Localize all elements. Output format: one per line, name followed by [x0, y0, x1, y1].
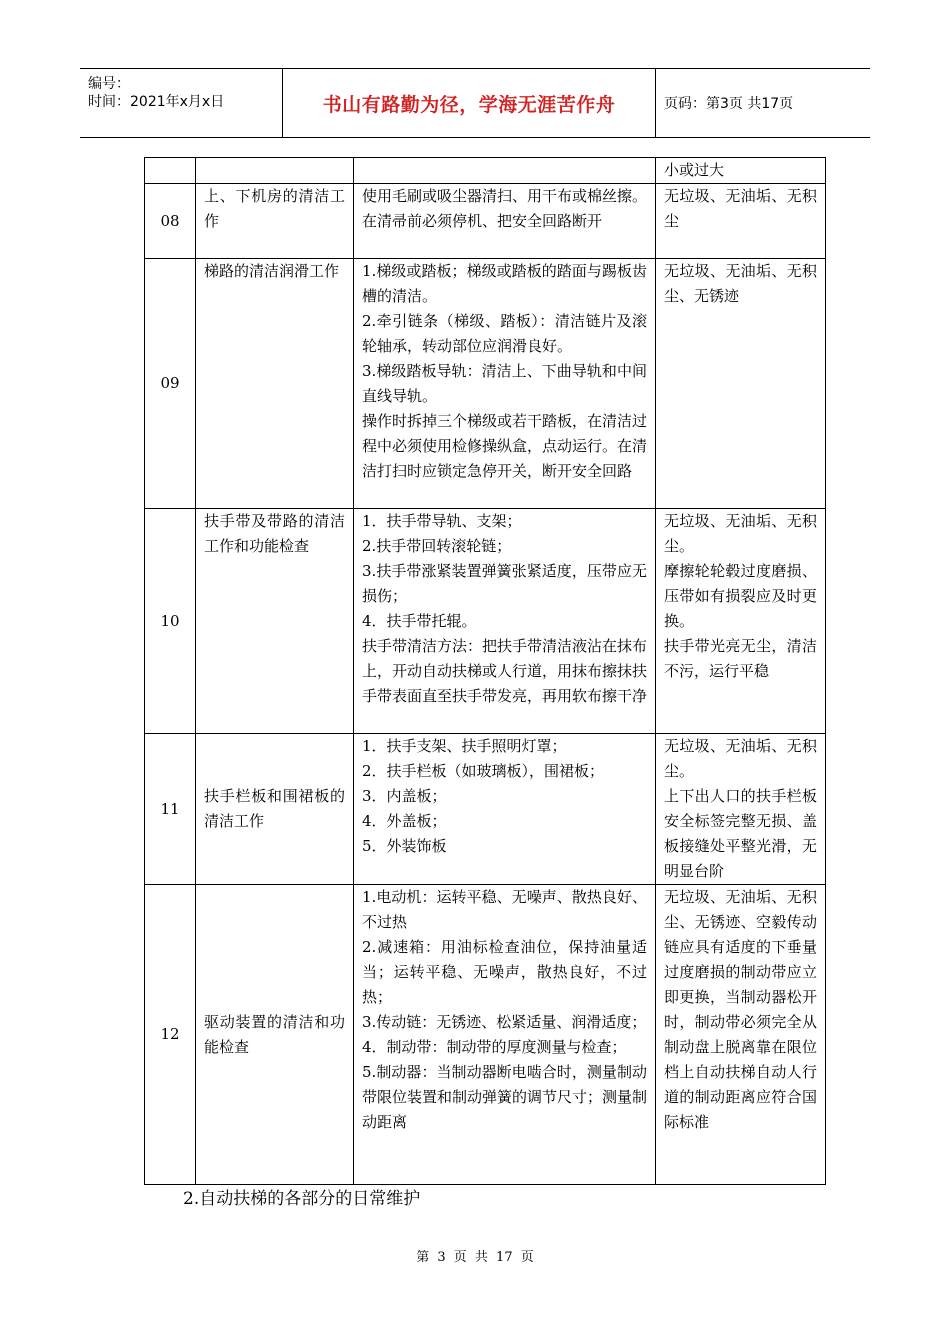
content-line: 1．扶手带导轨、支架；	[362, 512, 522, 530]
content-line: 2．扶手栏板（如玻璃板），围裙板；	[362, 762, 605, 780]
content-line: 4．扶手带托辊。	[362, 612, 477, 630]
row-content	[354, 259, 656, 509]
content-line: 扶手带清洁方法：把扶手带清洁液沾在抹布上，开动自动扶梯或人行道，用抹布擦抹扶手带表面直至扶手带发亮，再用软布擦干净	[362, 637, 648, 705]
content-line: 1.梯级或踏板；梯级或踏板的踏面与踢板齿槽的清洁。	[362, 262, 647, 305]
row-standard	[656, 734, 826, 885]
table-row	[145, 734, 826, 885]
content-line: 操作时拆掉三个梯级或若干踏板，在清洁过程中必须使用检修操纵盒，点动运行。在清洁打扫时应锁定急停开关，断开安全回路	[362, 412, 648, 480]
standard-line: 摩擦轮轮毂过度磨损、压带如有损裂应及时更换。	[664, 562, 817, 630]
standard-line: 无垃圾、无油垢、无积尘、无锈迹、空毅传动链应具有适度的下垂量过度磨损的制动带应立即更换，当制动器松开时，制动带必须完全从制动盘上脱离靠在限位档上自动扶梯自动人行道的制动距离应符合国际标准	[664, 888, 817, 1131]
row-item	[196, 158, 354, 184]
row-content	[354, 885, 656, 1185]
table-row	[145, 885, 826, 1185]
item-text: 扶手栏板和围裙板的清洁工作	[204, 787, 345, 830]
row-number: 12	[145, 885, 196, 1185]
table-row	[145, 184, 826, 259]
row-number	[145, 158, 196, 184]
content-line: 1．扶手支架、扶手照明灯罩；	[362, 737, 567, 755]
item-text: 驱动装置的清洁和功能检查	[204, 1012, 345, 1056]
time-label: 时间：2021年x月x日	[88, 94, 225, 110]
content-line: 3．内盖板；	[362, 787, 447, 805]
row-standard	[656, 509, 826, 734]
row-item	[196, 885, 354, 1185]
standard-line: 无垃圾、无油垢、无积尘	[664, 187, 817, 230]
row-standard	[656, 158, 826, 184]
item-text: 梯路的清洁润滑工作	[204, 262, 340, 280]
standard-line: 上下出人口的扶手栏板安全标签完整无损、盖板接缝处平整光滑，无明显台阶	[664, 787, 817, 880]
row-standard	[656, 259, 826, 509]
row-item	[196, 184, 354, 259]
standard-line: 无垃圾、无油垢、无积尘、无锈迹	[664, 262, 817, 305]
maintenance-table	[144, 157, 826, 1185]
row-content	[354, 184, 656, 259]
row-item	[196, 734, 354, 885]
row-content	[354, 158, 656, 184]
row-item	[196, 259, 354, 509]
standard-line: 无垃圾、无油垢、无积尘。	[664, 512, 817, 555]
page-footer: 第 3 页 共 17 页	[416, 1250, 534, 1265]
row-content	[354, 734, 656, 885]
content-line: 1.电动机：运转平稳、无噪声、散热良好、不过热	[362, 888, 647, 931]
row-item	[196, 509, 354, 734]
row-number: 11	[145, 734, 196, 885]
content-line: 3.传动链：无锈迹、松紧适量、润滑适度；	[362, 1013, 647, 1031]
item-text: 上、下机房的清洁工作	[204, 187, 345, 230]
table-row	[145, 158, 826, 184]
motto-text: 书山有路勤为径，学海无涯苦作舟	[322, 93, 616, 116]
row-standard	[656, 885, 826, 1185]
section-heading: 2.自动扶梯的各部分的日常维护	[183, 1189, 421, 1209]
header-meta	[80, 69, 283, 137]
number-label: 编号：	[88, 76, 130, 92]
content-line: 4．外盖板；	[362, 812, 447, 830]
table-row	[145, 509, 826, 734]
item-text: 扶手带及带路的清洁工作和功能检查	[204, 512, 345, 555]
content-line: 2.牵引链条（梯级、踏板）：清洁链片及滚轮轴承，转动部位应润滑良好。	[362, 312, 647, 355]
header-motto	[283, 69, 656, 137]
content-line: 5．外装饰板	[362, 837, 447, 855]
page-label: 页码：第3页 共17页	[664, 96, 794, 112]
content-line: 3.梯级踏板导轨：清洁上、下曲导轨和中间直线导轨。	[362, 362, 647, 405]
row-number: 10	[145, 509, 196, 734]
row-number: 09	[145, 259, 196, 509]
page-header	[80, 68, 870, 138]
standard-line: 小或过大	[664, 161, 725, 179]
row-standard	[656, 184, 826, 259]
standard-line: 无垃圾、无油垢、无积尘。	[664, 737, 817, 780]
row-number: 08	[145, 184, 196, 259]
header-page	[656, 69, 870, 137]
standard-line: 扶手带光亮无尘，清洁不污，运行平稳	[664, 637, 817, 680]
content-line: 2.减速箱：用油标检查油位，保持油量适当；运转平稳、无噪声，散热良好，不过热；	[362, 938, 647, 1006]
row-content	[354, 509, 656, 734]
content-line: 5.制动器：当制动器断电啮合时，测量制动带限位装置和制动弹簧的调节尺寸；测量制动距离	[362, 1063, 648, 1131]
content-line: 4．制动带：制动带的厚度测量与检查；	[362, 1038, 627, 1056]
content-line: 3.扶手带涨紧装置弹簧张紧适度，压带应无损伤；	[362, 562, 647, 605]
table-row	[145, 259, 826, 509]
content-line: 使用毛刷或吸尘器清扫、用干布或棉丝擦。在清帚前必须停机、把安全回路断开	[362, 187, 648, 230]
content-line: 2.扶手带回转滚轮链；	[362, 537, 512, 555]
